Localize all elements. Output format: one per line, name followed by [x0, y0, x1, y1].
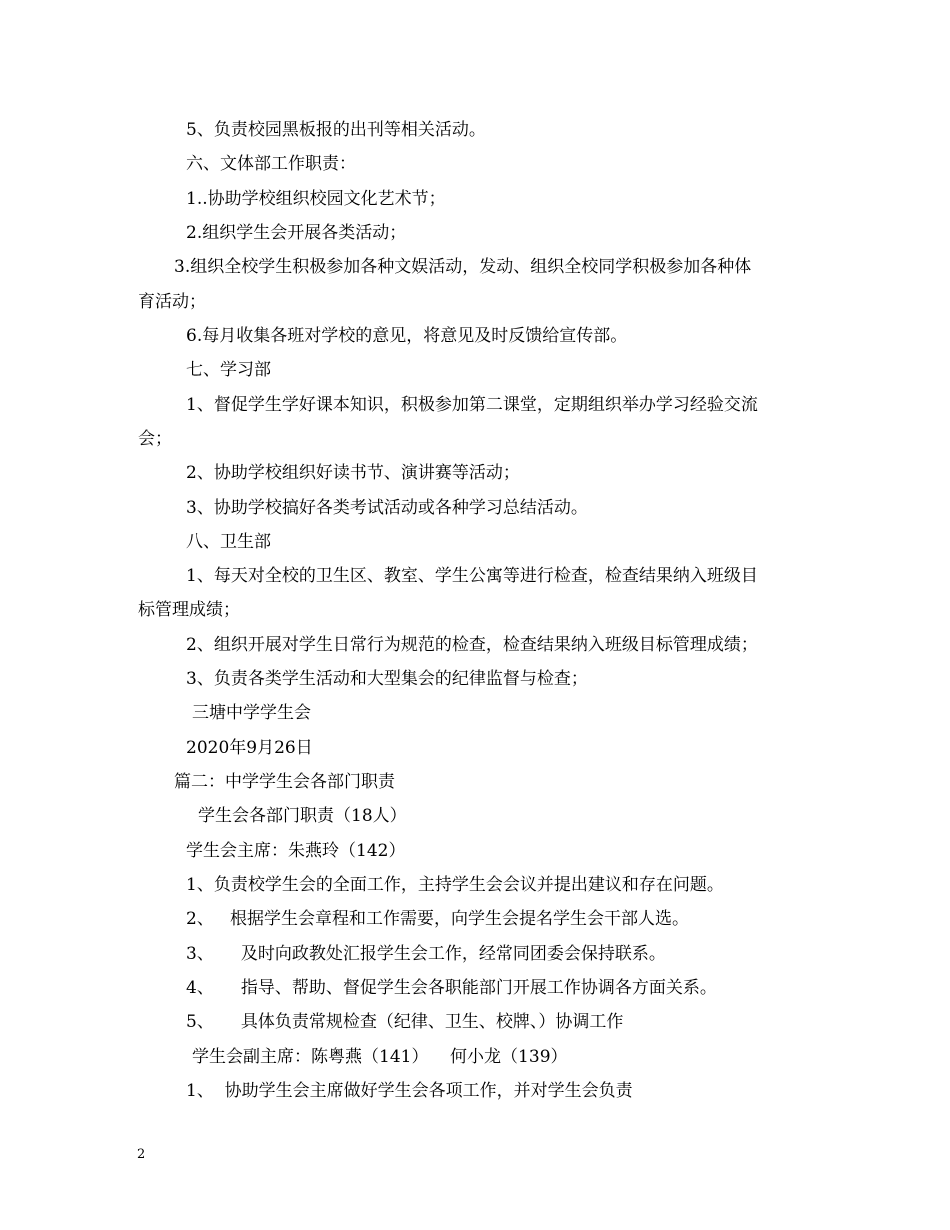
text-line: 1、督促学生学好课本知识，积极参加第二课堂，定期组织举办学习经验交流	[186, 395, 758, 415]
text-line: 1、负责校学生会的全面工作，主持学生会会议并提出建议和存在问题。	[186, 875, 724, 895]
text-line: 1..协助学校组织校园文化艺术节；	[186, 189, 446, 209]
text-line: 学生会副主席：陈粤燕（141） 何小龙（139）	[192, 1047, 568, 1067]
text-line: 1、 协助学生会主席做好学生会各项工作，并对学生会负责	[186, 1081, 633, 1101]
text-line: 2、组织开展对学生日常行为规范的检查，检查结果纳入班级目标管理成绩；	[186, 635, 758, 655]
text-line: 2.组织学生会开展各类活动；	[186, 223, 407, 243]
text-line: 2、 根据学生会章程和工作需要，向学生会提名学生会干部人选。	[186, 909, 690, 929]
text-line: 育活动；	[138, 292, 206, 312]
text-line: 3、协助学校搞好各类考试活动或各种学习总结活动。	[186, 498, 588, 518]
text-line: 3、 及时向政教处汇报学生会工作，经常同团委会保持联系。	[186, 944, 666, 964]
text-line: 4、 指导、帮助、督促学生会各职能部门开展工作协调各方面关系。	[186, 978, 717, 998]
chapter-heading: 篇二：中学学生会各部门职责	[174, 772, 395, 792]
text-line: 学生会主席：朱燕玲（142）	[186, 841, 406, 861]
text-line: 3.组织全校学生积极参加各种文娱活动，发动、组织全校同学积极参加各种体	[174, 257, 752, 277]
text-line: 标管理成绩；	[138, 600, 240, 620]
subheading: 学生会各部门职责（18人）	[198, 806, 407, 826]
section-heading: 七、学习部	[186, 360, 271, 380]
text-line: 3、负责各类学生活动和大型集会的纪律监督与检查；	[186, 669, 588, 689]
text-line: 5、负责校园黑板报的出刊等相关活动。	[186, 120, 486, 140]
section-heading: 八、卫生部	[186, 532, 271, 552]
text-line: 会；	[138, 429, 172, 449]
text-line: 5、 具体负责常规检查（纪律、卫生、校牌、）协调工作	[186, 1012, 624, 1032]
text-line: 2、协助学校组织好读书节、演讲赛等活动；	[186, 463, 520, 483]
section-heading: 六、文体部工作职责：	[186, 154, 356, 174]
text-line: 1、每天对全校的卫生区、教室、学生公寓等进行检查，检查结果纳入班级目	[186, 566, 758, 586]
text-line: 6.每月收集各班对学校的意见，将意见及时反馈给宣传部。	[186, 326, 628, 346]
page-number: 2	[137, 1147, 146, 1162]
signature-date: 2020年9月26日	[186, 738, 313, 758]
signature-organization: 三塘中学学生会	[192, 703, 311, 723]
